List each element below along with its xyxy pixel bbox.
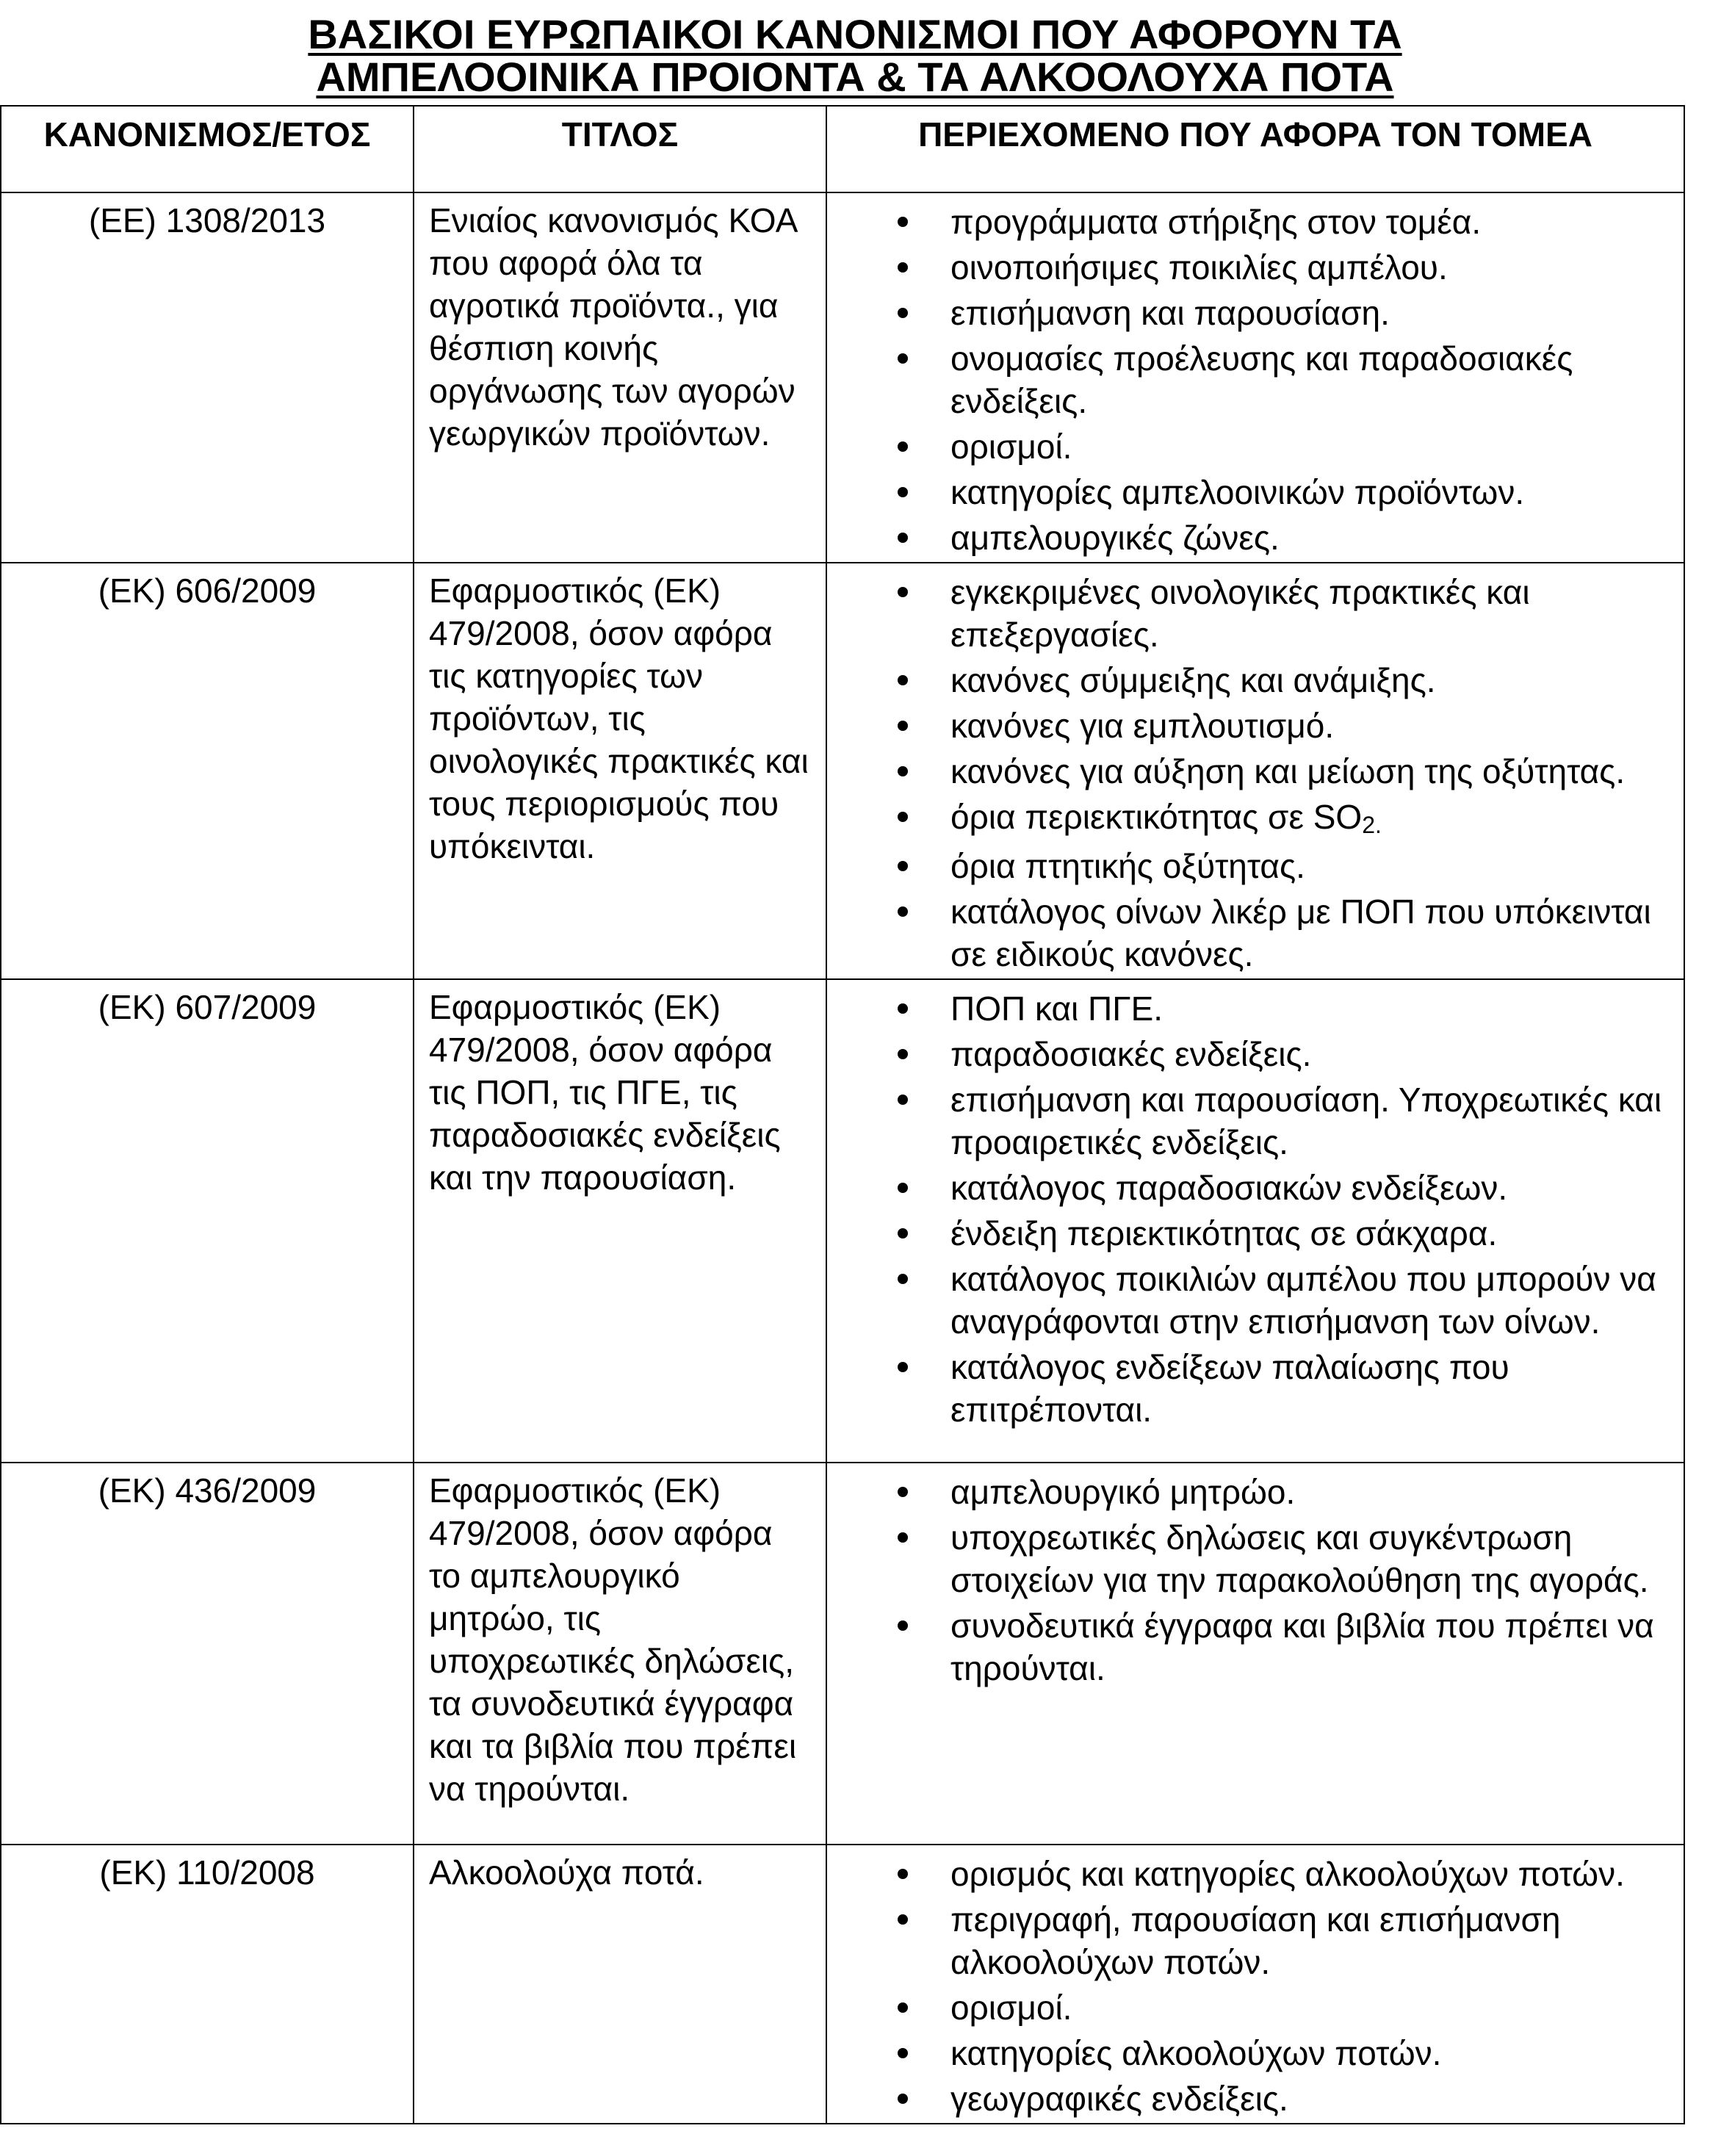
document-title <box>0 13 1710 98</box>
bullet-icon <box>898 812 908 822</box>
bullet-icon <box>898 1183 908 1193</box>
list-item: αμπελουργικές ζώνες. <box>827 516 1676 559</box>
list-item: κατάλογος παραδοσιακών ενδείξεων. <box>827 1167 1676 1209</box>
header-title: ΤΙΤΛΟΣ <box>414 106 826 192</box>
bullet-icon <box>898 861 908 871</box>
bullet-icon <box>898 1620 908 1631</box>
content-list <box>827 987 1676 1431</box>
list-item: ονομασίες προέλευσης και παραδοσιακές ενδείξεις. <box>827 337 1676 422</box>
list-item: επισήμανση και παρουσίαση. <box>827 292 1676 334</box>
regulation-cell: (ΕΚ) 436/2009 <box>1 1463 414 1845</box>
table-row <box>1 979 1684 1463</box>
bullet-icon <box>898 1228 908 1239</box>
bullet-icon <box>898 1049 908 1059</box>
bullet-icon <box>898 1095 908 1105</box>
bullet-icon <box>898 533 908 543</box>
header-content: ΠΕΡΙΕΧΟΜΕΝΟ ΠΟΥ ΑΦΟΡΑ ΤΟΝ ΤΟΜΕΑ <box>826 106 1684 192</box>
bullet-icon <box>898 721 908 731</box>
bullet-icon <box>898 1914 908 1925</box>
bullet-icon <box>898 1362 908 1372</box>
content-cell <box>826 979 1684 1463</box>
list-item: όρια περιεκτικότητας σε $SO_{2.}$ <box>827 796 1676 842</box>
regulations-table <box>0 105 1685 2124</box>
bullet-icon <box>898 1274 908 1284</box>
content-cell <box>826 192 1684 563</box>
list-item: προγράμματα στήριξης στον τομέα. <box>827 201 1676 243</box>
list-item: κατάλογος ποικιλιών αμπέλου που μπορούν να αναγράφονται στην επισήμανση των οίνων. <box>827 1258 1676 1343</box>
bullet-icon <box>898 1869 908 1879</box>
content-list <box>827 201 1676 559</box>
bullet-icon <box>898 587 908 597</box>
content-list <box>827 571 1676 976</box>
bullet-icon <box>898 1003 908 1014</box>
list-item: ΠΟΠ και ΠΓΕ. <box>827 987 1676 1030</box>
regulation-cell: (ΕΚ) 607/2009 <box>1 979 414 1463</box>
title-cell: Εφαρμοστικός (ΕΚ) 479/2008, όσον αφόρα τις κατηγορίες των προϊόντων, τις οινολογικές πρακτικές και τους περιορισμούς που υπόκεινται. <box>414 563 826 979</box>
title-line-1: ΒΑΣΙΚΟΙ ΕΥΡΩΠΑΙΚΟΙ ΚΑΝΟΝΙΣΜΟΙ ΠΟΥ ΑΦΟΡΟΥΝ ΤΑ <box>308 11 1402 57</box>
table-header-row <box>1 106 1684 192</box>
title-cell: Εφαρμοστικός (ΕΚ) 479/2008, όσον αφόρα το αμπελουργικό μητρώο, τις υποχρεωτικές δηλώσεις, τα συνοδευτικά έγγραφα και τα βιβλία που πρέπει να τηρούνται. <box>414 1463 826 1845</box>
regulation-cell: (ΕΚ) 110/2008 <box>1 1845 414 2124</box>
content-cell <box>826 563 1684 979</box>
bullet-icon <box>898 217 908 227</box>
list-item: επισήμανση και παρουσίαση. Υποχρεωτικές και προαιρετικές ενδείξεις. <box>827 1078 1676 1164</box>
content-cell <box>826 1845 1684 2124</box>
title-cell: Αλκοολούχα ποτά. <box>414 1845 826 2124</box>
bullet-icon <box>898 308 908 318</box>
list-item: εγκεκριμένες οινολογικές πρακτικές και επεξεργασίες. <box>827 571 1676 656</box>
list-item: κανόνες σύμμειξης και ανάμιξης. <box>827 659 1676 702</box>
table-row <box>1 1845 1684 2124</box>
list-item: κανόνες για αύξηση και μείωση της οξύτητας. <box>827 750 1676 793</box>
bullet-icon <box>898 2094 908 2104</box>
table-row <box>1 192 1684 563</box>
title-cell: Εφαρμοστικός (ΕΚ) 479/2008, όσον αφόρα τις ΠΟΠ, τις ΠΓΕ, τις παραδοσιακές ενδείξεις και την παρουσίαση. <box>414 979 826 1463</box>
list-item: όρια πτητικής οξύτητας. <box>827 845 1676 887</box>
list-item: ορισμοί. <box>827 1986 1676 2029</box>
bullet-icon <box>898 441 908 452</box>
bullet-icon <box>898 262 908 273</box>
content-list <box>827 1853 1676 2120</box>
list-item: γεωγραφικές ενδείξεις. <box>827 2077 1676 2120</box>
bullet-icon <box>898 1532 908 1543</box>
list-item: κατηγορίες αμπελοοινικών προϊόντων. <box>827 471 1676 513</box>
list-item: κατάλογος ενδείξεων παλαίωσης που επιτρέπονται. <box>827 1346 1676 1431</box>
table-row <box>1 1463 1684 1845</box>
bullet-icon <box>898 2048 908 2058</box>
list-item: ορισμοί. <box>827 425 1676 468</box>
list-item: ένδειξη περιεκτικότητας σε σάκχαρα. <box>827 1212 1676 1255</box>
title-cell: Ενιαίος κανονισμός ΚΟΑ που αφορά όλα τα αγροτικά προϊόντα., για θέσπιση κοινής οργάνωσης των αγορών γεωργικών προϊόντων. <box>414 192 826 563</box>
title-line-2: ΑΜΠΕΛΟΟΙΝΙΚΑ ΠΡΟΙΟΝΤΑ & ΤΑ ΑΛΚΟΟΛΟΥΧΑ ΠΟΤΑ <box>316 54 1394 100</box>
list-item: υποχρεωτικές δηλώσεις και συγκέντρωση στοιχείων για την παρακολούθηση της αγοράς. <box>827 1516 1676 1601</box>
list-item: παραδοσιακές ενδείξεις. <box>827 1033 1676 1075</box>
regulation-cell: (ΕΚ) 606/2009 <box>1 563 414 979</box>
bullet-icon <box>898 766 908 776</box>
bullet-icon <box>898 906 908 917</box>
regulation-cell: (ΕΕ) 1308/2013 <box>1 192 414 563</box>
bullet-icon <box>898 2002 908 2013</box>
list-item: κατηγορίες αλκοολούχων ποτών. <box>827 2032 1676 2074</box>
bullet-icon <box>898 353 908 364</box>
table-row <box>1 563 1684 979</box>
list-item: αμπελουργικό μητρώο. <box>827 1471 1676 1513</box>
content-cell <box>826 1463 1684 1845</box>
header-regulation: ΚΑΝΟΝΙΣΜΟΣ/ΕΤΟΣ <box>1 106 414 192</box>
list-item: περιγραφή, παρουσίαση και επισήμανση αλκοολούχων ποτών. <box>827 1898 1676 1983</box>
bullet-icon <box>898 487 908 497</box>
content-list <box>827 1471 1676 1690</box>
bullet-icon <box>898 675 908 685</box>
list-item: οινοποιήσιμες ποικιλίες αμπέλου. <box>827 246 1676 289</box>
list-item: κατάλογος οίνων λικέρ με ΠΟΠ που υπόκεινται σε ειδικούς κανόνες. <box>827 890 1676 976</box>
list-item: κανόνες για εμπλουτισμό. <box>827 704 1676 747</box>
bullet-icon <box>898 1487 908 1497</box>
list-item: ορισμός και κατηγορίες αλκοολούχων ποτών. <box>827 1853 1676 1895</box>
list-item: συνοδευτικά έγγραφα και βιβλία που πρέπει να τηρούνται. <box>827 1604 1676 1690</box>
so2-subscript: 2. <box>1362 812 1382 838</box>
